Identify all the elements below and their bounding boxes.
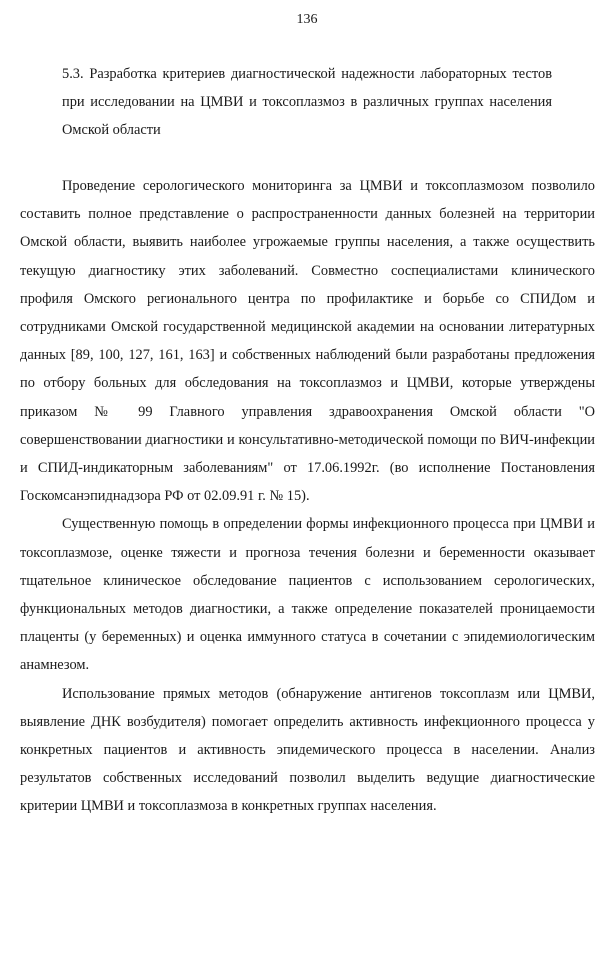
body-text [20, 172, 595, 821]
paragraph: Использование прямых методов (обнаружение антигенов токсоплазм или ЦМВИ, выявление ДНК возбудителя) помогает определить активность инфекционного процесса у конкретных пациентов и активность эпидемического процесса в населении. Анализ результатов собственных исследований позволил выделить ведущие диагностические критерии ЦМВИ и токсоплазмоза в конкретных группах населения. [20, 685, 595, 815]
paragraph: Проведение серологического мониторинга за ЦМВИ и токсоплазмозом позволило составить полное представление о распространенности данных болезней на территории Омской области, выявить наиболее угрожаемые группы населения, а также осуществить текущую диагностику этих заболеваний. Совместно соспециалистами клинического профиля Омского регионального центра по профилактике и борьбе со СПИДом и сотрудниками Омской государственной медицинской академии на основании литературных данных [89, 100, 127, 161, 163] и собственных наблюдений были разработаны предложения по отбору больных для обследования на токсоплазмоз и ЦМВИ, которые утверждены приказом № 99 Главного управления здравоохранения Омской области "О совершенствовании диагностики и консультативно-методической помощи по ВИЧ-инфекции и СПИД-индикаторным заболеваниям" от 17.06.1992г. (во исполнение Постановления Госкомсанэпиднадзора РФ от 02.09.91 г. № 15). [20, 178, 595, 505]
page-number: 136 [296, 12, 318, 27]
section-heading: 5.3. Разработка критериев диагностической надежности лабораторных тестов при исследовании на ЦМВИ и токсоплазмоз в различных группах населения Омской области [62, 66, 552, 138]
paragraph: Существенную помощь в определении формы инфекционного процесса при ЦМВИ и токсоплазмозе, оценке тяжести и прогноза течения болезни и беременности оказывает тщательное клиническое обследование пациентов с использованием серологических, функциональных методов диагностики, а также определение показателей проницаемости плаценты (у беременных) и оценка иммунного статуса в сочетании с эпидемиологическим анамнезом. [20, 516, 595, 674]
